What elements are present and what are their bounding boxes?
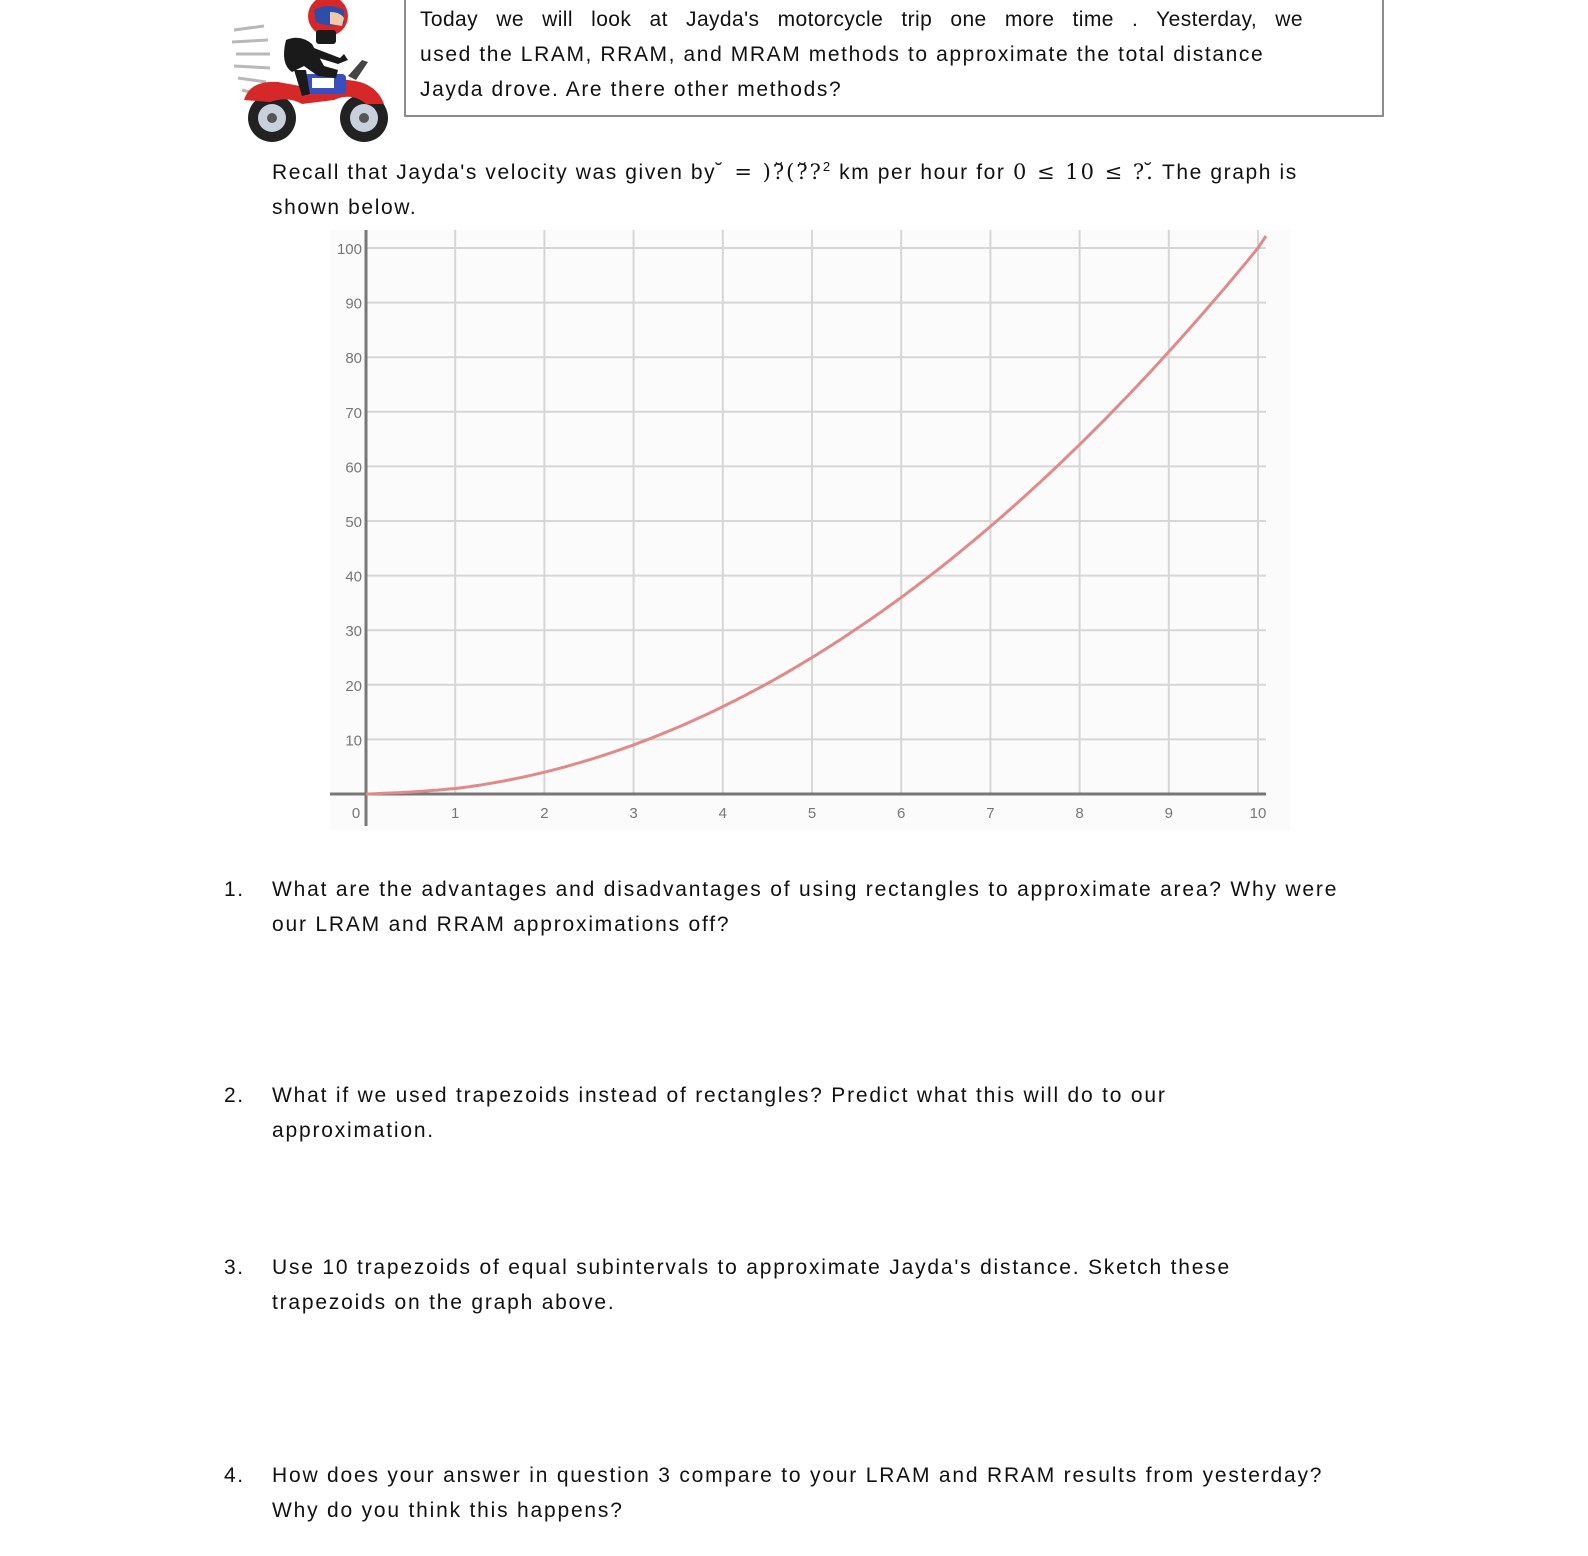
question-1-number: 1.: [224, 878, 245, 901]
question-4-text: [272, 1458, 1424, 1528]
question-2-text: [272, 1078, 1424, 1148]
x-tick-label: 4: [718, 805, 727, 822]
velocity-chart: [330, 230, 1290, 850]
question-3-number: 3.: [224, 1256, 245, 1279]
domain-inequality: 0 ≤ 10 ≤ ?.̆: [1012, 160, 1155, 184]
recall-prefix: Recall that Jayda's velocity was given by: [272, 161, 717, 184]
x-tick-label: 6: [897, 805, 906, 822]
recall-line-2: shown below.: [272, 196, 418, 219]
recall-suffix: The graph is: [1161, 161, 1298, 184]
intro-line-1: Today we will look at Jayda's motorcycle trip one more time . Yesterday, we: [420, 8, 1303, 31]
equation-exponent: 2: [822, 159, 832, 174]
question-2: [224, 1078, 1424, 1148]
question-3-line-2: trapezoids on the graph above.: [272, 1291, 616, 1314]
question-4-line-1: How does your answer in question 3 compare to your LRAM and RRAM results from yesterday?: [272, 1464, 1324, 1487]
question-1-line-2: our LRAM and RRAM approximations off?: [272, 913, 731, 936]
question-2-number: 2.: [224, 1084, 245, 1107]
velocity-equation: ̆ = )?̆(?̆?: [723, 160, 823, 184]
intro-box: [404, 0, 1384, 117]
y-tick-label: 60: [345, 459, 362, 477]
unit-text: km per hour for: [839, 161, 1006, 184]
motorcycle-rider-illustration: [230, 0, 400, 150]
x-tick-label: 9: [1164, 805, 1173, 822]
intro-line-2: used the LRAM, RRAM, and MRAM methods to approximate the total distance: [420, 43, 1265, 66]
question-4: [224, 1458, 1424, 1528]
question-1: [224, 872, 1424, 942]
question-1-text: [272, 872, 1424, 942]
question-3-line-1: Use 10 trapezoids of equal subintervals to approximate Jayda's distance. Sketch these: [272, 1256, 1231, 1279]
recall-line-1: [272, 149, 1372, 190]
x-tick-label: 8: [1075, 805, 1084, 822]
question-1-line-1: What are the advantages and disadvantages of using rectangles to approximate area? Why were: [272, 878, 1339, 901]
recall-paragraph: [272, 149, 1372, 225]
x-tick-label: 1: [451, 805, 460, 822]
question-4-number: 4.: [224, 1464, 245, 1487]
question-3: [224, 1250, 1424, 1320]
y-tick-label: 30: [345, 623, 362, 641]
y-tick-label: 20: [345, 677, 362, 695]
x-tick-label: 3: [629, 805, 638, 822]
question-2-line-2: approximation.: [272, 1119, 435, 1142]
question-2-line-1: What if we used trapezoids instead of rectangles? Predict what this will do to our: [272, 1084, 1167, 1107]
y-tick-label: 50: [345, 514, 362, 531]
y-tick-label: 10: [345, 732, 362, 750]
x-tick-label: 0: [351, 805, 361, 822]
question-4-line-2: Why do you think this happens?: [272, 1499, 624, 1522]
x-tick-label: 5: [807, 805, 817, 822]
y-tick-label: 80: [345, 350, 362, 368]
question-3-text: [272, 1250, 1424, 1320]
x-tick-label: 10: [1249, 805, 1267, 822]
velocity-chart-svg: [330, 230, 1290, 850]
y-tick-label: 100: [336, 241, 362, 258]
y-tick-label: 40: [345, 568, 362, 586]
x-tick-label: 2: [540, 805, 549, 822]
y-tick-label: 90: [345, 295, 362, 313]
x-tick-label: 7: [986, 805, 995, 822]
intro-line-3: Jayda drove. Are there other methods?: [420, 78, 843, 101]
y-tick-label: 70: [345, 404, 362, 422]
